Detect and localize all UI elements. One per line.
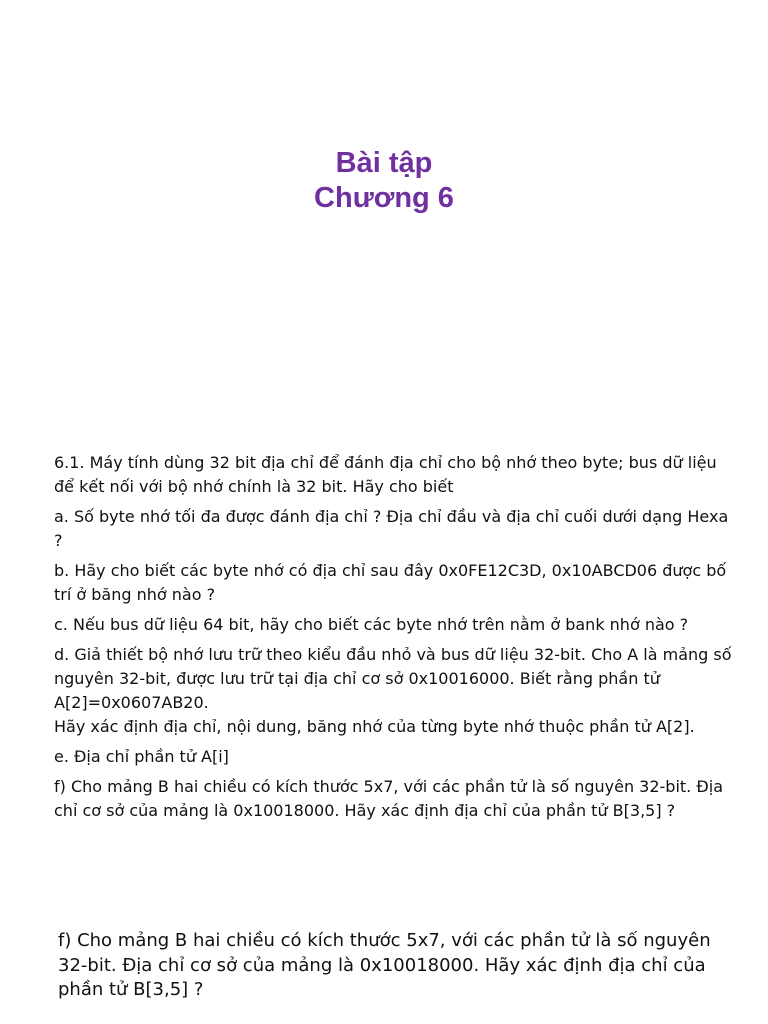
title-line-1: Bài tập	[335, 147, 433, 179]
question-c: c. Nếu bus dữ liệu 64 bit, hãy cho biết các byte nhớ trên nằm ở bank nhớ nào ?	[54, 615, 689, 634]
slide-title	[0, 146, 768, 216]
question-d-task: Hãy xác định địa chỉ, nội dung, băng nhớ của từng byte nhớ thuộc phần tử A[2].	[54, 717, 695, 736]
question-b: b. Hãy cho biết các byte nhớ có địa chỉ sau đây 0x0FE12C3D, 0x10ABCD06 được bố trí ở băng nhớ nào ?	[54, 561, 727, 604]
exercise-intro: 6.1. Máy tính dùng 32 bit địa chỉ để đánh địa chỉ cho bộ nhớ theo byte; bus dữ liệu để kết nối với bộ nhớ chính là 32 bit. Hãy cho biết	[54, 453, 717, 496]
exercise-body	[54, 451, 734, 829]
question-e: e. Địa chỉ phần tử A[i]	[54, 747, 229, 766]
title-line-2: Chương 6	[314, 182, 454, 214]
footer-question-f: f) Cho mảng B hai chiều có kích thước 5x7, với các phần tử là số nguyên 32-bit. Địa chỉ cơ sở của mảng là 0x10018000. Hãy xác định địa chỉ của phần tử B[3,5] ?	[58, 930, 711, 1000]
question-f: f) Cho mảng B hai chiều có kích thước 5x7, với các phần tử là số nguyên 32-bit. Địa chỉ cơ sở của mảng là 0x10018000. Hãy xác định địa chỉ của phần tử B[3,5] ?	[54, 777, 723, 820]
question-a: a. Số byte nhớ tối đa được đánh địa chỉ ? Địa chỉ đầu và địa chỉ cuối dưới dạng Hexa ?	[54, 507, 729, 550]
question-d: d. Giả thiết bộ nhớ lưu trữ theo kiểu đầu nhỏ và bus dữ liệu 32-bit. Cho A là mảng số nguyên 32-bit, được lưu trữ tại địa chỉ cơ sở 0x10016000. Biết rằng phần tử A[2]=0x0607AB20.	[54, 645, 732, 712]
